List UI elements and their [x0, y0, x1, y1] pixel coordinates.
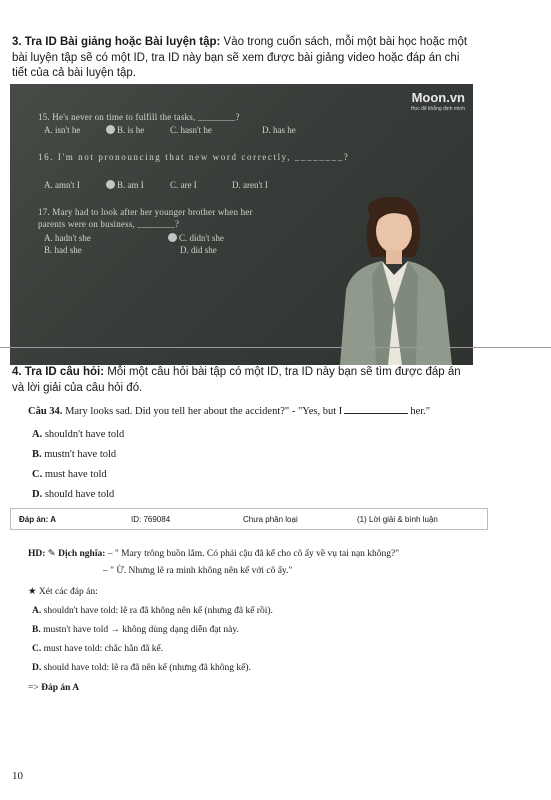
- board-q15-opt-b: B. is he: [106, 125, 144, 135]
- review-item-c: C. must have told: chắc hẳn đã kể.: [32, 644, 164, 654]
- question-id: ID: 769084: [131, 515, 171, 524]
- options-review-heading: ★ Xét các đáp án:: [28, 587, 98, 597]
- section3-title: Tra ID Bài giảng hoặc Bài luyện tập:: [24, 36, 221, 48]
- board-q16-opt-b: B. am I: [106, 180, 144, 190]
- board-question-15: 15. He's never on time to fulfill the tasks, ________?: [38, 112, 240, 122]
- board-q17-opt-d: D. did she: [180, 245, 217, 255]
- answer-blank: [344, 413, 408, 414]
- selected-bullet-icon: [168, 233, 177, 242]
- answer-label: Đáp án: A: [19, 515, 57, 524]
- moon-logo-tagline: Học để khẳng định mình: [410, 106, 465, 112]
- option-c: C. must have told: [32, 469, 107, 480]
- section3-text-line2: bài luyện tập sẽ có một ID, tra ID này bạn sẽ xem được bài giảng video hoặc đáp án chi: [12, 52, 460, 64]
- board-question-17-line2: parents were on business, ________?: [38, 219, 180, 229]
- option-d: D. should have told: [32, 489, 115, 500]
- section4-title: 4. Tra ID câu hỏi:: [12, 366, 105, 378]
- pencil-icon: ✎: [47, 549, 56, 559]
- answer-info-bar: [10, 508, 488, 530]
- board-q15-opt-d: D. has he: [262, 125, 296, 135]
- star-icon: ★: [28, 587, 37, 597]
- question-text-before: Mary looks sad. Did you tell her about the accident?" - "Yes, but I: [65, 406, 343, 417]
- section3-heading: [12, 35, 542, 50]
- option-b: B. mustn't have told: [32, 449, 117, 460]
- board-question-17-line1: 17. Mary had to look after her younger brother when her: [38, 207, 253, 217]
- moon-logo: Moon.vn: [411, 90, 465, 105]
- arrow-icon: =>: [28, 683, 39, 693]
- selected-bullet-icon: [106, 125, 115, 134]
- teacher-presenter-image: [332, 195, 462, 365]
- board-q16-opt-a: A. amn't I: [44, 180, 80, 190]
- question-text-after: her.": [410, 406, 431, 417]
- review-item-b: B. mustn't have told → không dùng dạng diễn đạt này.: [32, 625, 239, 635]
- board-question-16: 16. I'm not pronouncing that new word correctly, ________?: [38, 152, 350, 162]
- board-q17-opt-a: A. hadn't she: [44, 233, 91, 243]
- review-item-d: D. should have told: lẽ ra đã nên kể (nhưng đã không kể).: [32, 663, 251, 673]
- section4-heading: [12, 365, 547, 380]
- section-divider: [0, 347, 551, 348]
- category-label: Chưa phân loại: [243, 515, 298, 524]
- review-item-a: A. shouldn't have told: lẽ ra đã không nên kể (nhưng đã kể rồi).: [32, 606, 273, 616]
- question-stem: [28, 406, 508, 417]
- video-lesson-frame[interactable]: [10, 84, 473, 365]
- board-q16-opt-c: C. are I: [170, 180, 197, 190]
- hd-label: HD:: [28, 549, 46, 559]
- board-q15-opt-c: C. hasn't he: [170, 125, 212, 135]
- section4-text-line2: và lời giải của câu hỏi đó.: [12, 382, 143, 394]
- final-answer-text: Đáp án A: [41, 683, 80, 693]
- selected-bullet-icon: [106, 180, 115, 189]
- board-q16-opt-d: D. aren't I: [232, 180, 268, 190]
- section3-text-line3: tiết của cả bài luyện tập.: [12, 67, 137, 79]
- board-q17-opt-c: C. didn't she: [168, 233, 224, 243]
- translation-line1: – " Mary trông buồn lắm. Có phải cậu đã kể cho cô ấy về vụ tai nạn không?": [107, 549, 400, 559]
- final-answer: [28, 683, 79, 693]
- page-number: 10: [12, 770, 23, 782]
- board-q15-opt-a: A. isn't he: [44, 125, 81, 135]
- section3-number: 3.: [12, 36, 22, 48]
- comments-link[interactable]: (1) Lời giải & bình luận: [357, 515, 438, 524]
- question-label: Câu 34.: [28, 406, 63, 417]
- section4-text-line1: Mỗi một câu hỏi bài tập có một ID, tra ID này bạn sẽ tìm được đáp án: [107, 366, 461, 378]
- option-a: A. shouldn't have told: [32, 429, 125, 440]
- board-q17-opt-b: B. had she: [44, 245, 82, 255]
- solution-translation: [28, 548, 399, 559]
- translation-line2: – " Ừ. Nhưng lẽ ra mình không nên kể với cô ấy.": [103, 566, 293, 576]
- dich-nghia-label: Dịch nghĩa:: [58, 549, 106, 559]
- section3-text-line1: Vào trong cuốn sách, mỗi một bài học hoặc một: [223, 36, 468, 48]
